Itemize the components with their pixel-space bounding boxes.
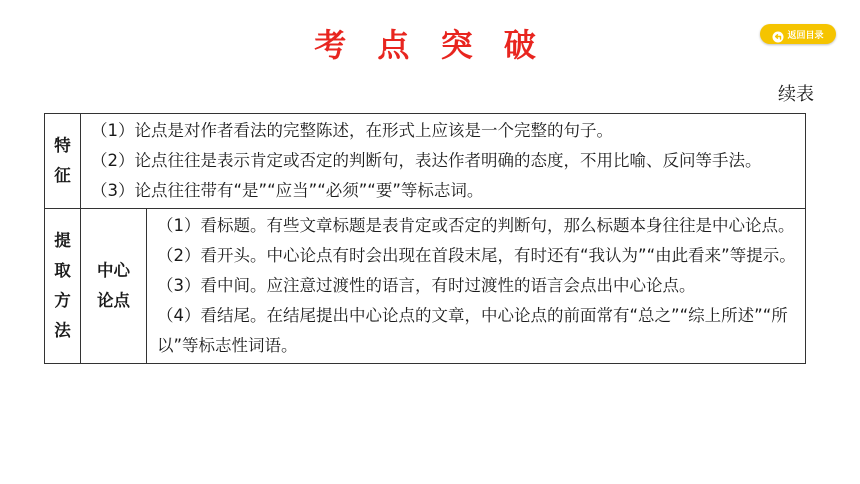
list-item: （3）看中间。应注意过渡性的语言，有时过渡性的语言会点出中心论点。 (157, 276, 696, 295)
list-item: （3）论点往往带有“是”“应当”“必须”“要”等标志词。 (91, 181, 484, 200)
continued-table-label: 续表 (778, 84, 814, 105)
methods-heading (45, 209, 81, 364)
table-row (45, 209, 806, 364)
subheading-line: 论点 (97, 291, 130, 310)
list-item: （1）看标题。有些文章标题是表肯定或否定的判断句，那么标题本身往往是中心论点。 (157, 216, 795, 235)
methods-content (147, 209, 806, 364)
page-title: 考 点 突 破 (314, 26, 546, 64)
heading-char: 取 (54, 261, 71, 280)
list-item: （2）看开头。中心论点有时会出现在首段末尾，有时还有“我认为”“由此看来”等提示。 (157, 246, 796, 265)
back-button-label: 返回目录 (787, 30, 824, 41)
table-row (45, 114, 806, 209)
central-argument-heading (81, 209, 147, 364)
subheading-line: 中心 (97, 261, 130, 280)
list-item: （1）论点是对作者看法的完整陈述，在形式上应该是一个完整的句子。 (91, 121, 613, 140)
list-item: （2）论点往往是表示肯定或否定的判断句，表达作者明确的态度，不用比喻、反问等手法。 (91, 151, 762, 170)
list-item: （4）看结尾。在结尾提出中心论点的文章，中心论点的前面常有“总之”“综上所述”“所以”等标志性词语。 (157, 306, 788, 355)
back-to-contents-button[interactable] (760, 24, 836, 44)
heading-char: 征 (54, 166, 71, 185)
features-content (81, 114, 806, 209)
heading-char: 法 (54, 321, 71, 340)
heading-char: 特 (54, 136, 71, 155)
heading-char: 方 (54, 291, 71, 310)
heading-char: 提 (54, 231, 71, 250)
content-table (44, 113, 806, 364)
return-arrow-icon (772, 28, 784, 40)
features-heading (45, 114, 81, 209)
